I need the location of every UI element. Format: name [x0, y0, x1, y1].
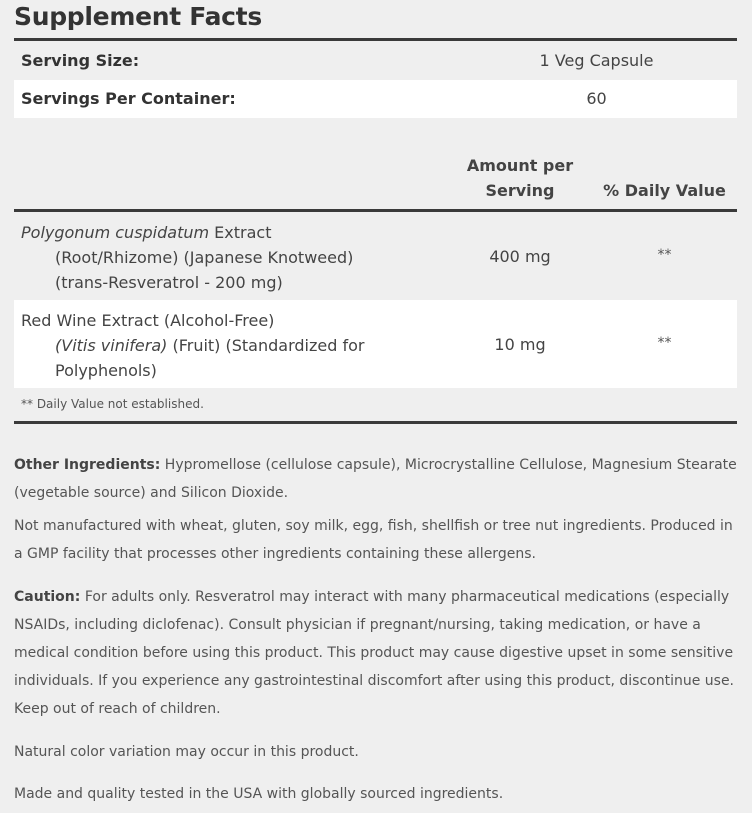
ingredient-daily-value: **: [657, 247, 672, 263]
ingredient-amount: 400 mg: [489, 247, 551, 266]
ingredient-row: [14, 212, 737, 300]
daily-value-header: % Daily Value: [603, 181, 726, 200]
servings-per-container-label: Servings Per Container:: [21, 89, 236, 108]
caution-paragraph: [14, 583, 744, 723]
servings-per-container-row: [14, 80, 737, 118]
ingredient-name: Polygonum cuspidatum Extract (Root/Rhizome) (Japanese Knotweed) (trans-Resveratrol - 200 mg): [21, 220, 353, 295]
ingredient-detail-line: Polyphenols): [55, 361, 157, 380]
serving-size-row: [14, 41, 737, 80]
bottom-rule: [14, 421, 737, 424]
other-ingredients-text: Hypromellose (cellulose capsule), Microcrystalline Cellulose, Magnesium Stearate (vegetable source) and Silicon Dioxide.: [14, 457, 737, 501]
amount-header-line1: Amount per: [466, 156, 574, 175]
ingredient-latin-name: Polygonum cuspidatum: [21, 223, 210, 242]
ingredient-latin-name: (Vitis vinifera): [55, 336, 168, 355]
ingredient-detail-line: (Vitis vinifera) (Fruit) (Standardized for: [55, 336, 365, 355]
color-variation-note: Natural color variation may occur in this product.: [14, 744, 359, 760]
ingredient-daily-value: **: [657, 335, 672, 351]
serving-size-value: 1 Veg Capsule: [539, 51, 654, 70]
servings-per-container-value: 60: [586, 89, 607, 108]
serving-size-label: Serving Size:: [21, 51, 140, 70]
ingredient-detail-line: (Root/Rhizome) (Japanese Knotweed): [55, 248, 354, 267]
amount-per-serving-header: [448, 153, 592, 203]
supplement-facts-title: Supplement Facts: [14, 2, 262, 31]
other-ingredients-paragraph: [14, 451, 744, 507]
ingredient-name: Red Wine Extract (Alcohol-Free) (Vitis vinifera) (Fruit) (Standardized for Polyphenols): [21, 308, 364, 383]
caution-label: Caution:: [14, 589, 81, 605]
amount-header-line2: Serving: [485, 181, 555, 200]
caution-text: For adults only. Resveratrol may interact with many pharmaceutical medications (especially NSAIDs, including diclofenac). Consult physician if pregnant/nursing, taking medication, or have a medical condition before using this product. This product may cause digestive upset in some sensitive individuals. If you experience any gastrointestinal discomfort after using this product, discontinue use. Keep out of reach of children.: [14, 589, 735, 717]
allergen-paragraph: Not manufactured with wheat, gluten, soy milk, egg, fish, shellfish or tree nut ingredients. Produced in a GMP facility that processes other ingredients containing these allergens.: [14, 518, 733, 562]
daily-value-footnote: ** Daily Value not established.: [21, 397, 204, 411]
ingredient-row: [14, 300, 737, 388]
ingredient-detail-line: (trans-Resveratrol - 200 mg): [55, 273, 283, 292]
other-ingredients-label: Other Ingredients:: [14, 457, 161, 473]
made-in-usa-note: Made and quality tested in the USA with globally sourced ingredients.: [14, 786, 504, 802]
ingredient-amount: 10 mg: [494, 335, 546, 354]
